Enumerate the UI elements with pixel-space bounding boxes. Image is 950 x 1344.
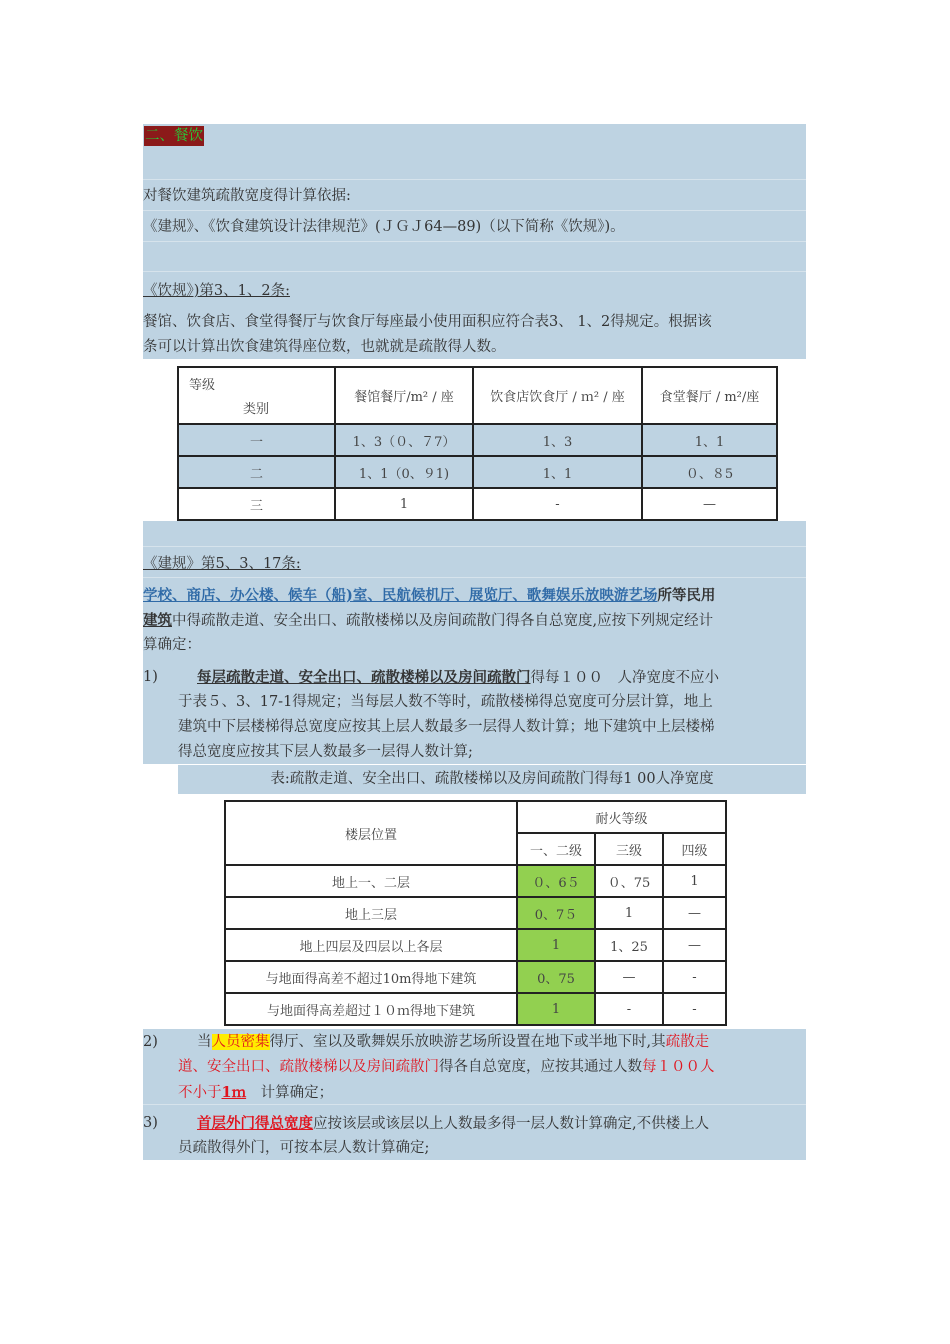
item1-line-4: 得总宽度应按其下层人数最多一层得人数计算; <box>178 744 473 760</box>
item1-bold: 每层疏散走道、安全出口、疏散楼梯以及房间疏散门 <box>197 669 531 686</box>
table-cell: 0、7５ <box>517 897 595 929</box>
band-heading <box>143 124 806 179</box>
item2-line-2 <box>178 1055 800 1080</box>
seat-area-table <box>177 366 778 521</box>
item1-line-2: 于表５、3、17-1得规定；当每层人数不等时，疏散楼梯得总宽度可分层计算，地上 <box>178 694 713 710</box>
corner-top-label: 等级 <box>189 378 216 393</box>
item2-text: 得各自总宽度，应按其通过人数 <box>439 1059 642 1075</box>
yin-clause <box>143 279 806 304</box>
sub-header: 三级 <box>595 833 663 865</box>
table-row <box>225 961 726 993</box>
item2-text: 计算确定； <box>246 1085 334 1101</box>
table-row <box>225 865 726 897</box>
width-value: 1ｍ <box>221 1084 247 1101</box>
table-cell: — <box>663 929 726 961</box>
table-cell: - <box>663 993 726 1025</box>
table-cell: 1、1 <box>642 424 777 456</box>
yin-text-line-2: 条可以计算出饮食建筑得座位数，也就就是疏散得人数。 <box>143 339 506 355</box>
table-cell: 一 <box>178 424 335 456</box>
section-heading: 二、餐饮 <box>145 128 203 144</box>
item2-red-text: 疏散走 <box>665 1034 710 1050</box>
table-cell: ０、75 <box>595 865 663 897</box>
floor-position-header: 楼层位置 <box>225 801 517 865</box>
table-cell: ０、6５ <box>517 865 595 897</box>
jian-clause <box>143 552 806 577</box>
separator <box>143 546 806 547</box>
intro-text: 对餐饮建筑疏散宽度得计算依据: <box>143 188 351 204</box>
table2-caption: 表:疏散走道、安全出口、疏散楼梯以及房间疏散门得每1 00人净宽度 <box>178 765 806 794</box>
fire-rating-header: 耐火等级 <box>517 801 726 833</box>
table-row <box>178 488 777 520</box>
table-cell: 二 <box>178 456 335 488</box>
table-cell: 1 <box>663 865 726 897</box>
yin-clause-text: 《饮规》)第3、1、2条: <box>143 283 290 299</box>
jian-bold-text: 建筑 <box>143 612 172 629</box>
references-text: 《建规》、《饮食建筑设计法律规范》(ＪＧＪ64—89)（以下简称《饮规》)。 <box>143 219 625 235</box>
table-cell: 地上四层及四层以上各层 <box>225 929 517 961</box>
item2-line-1 <box>197 1030 800 1055</box>
item2-line-3 <box>178 1080 800 1106</box>
table-cell: - <box>595 993 663 1025</box>
item3-line-1 <box>197 1111 800 1137</box>
table-row <box>225 929 726 961</box>
table-cell: 地上三层 <box>225 897 517 929</box>
table-header: 餐馆餐厅/m² / 座 <box>335 367 473 424</box>
table-cell: — <box>642 488 777 520</box>
table-row <box>178 456 777 488</box>
table-cell: 三 <box>178 488 335 520</box>
item3-text: 应按该层或该层以上人数最多得一层人数计算确定,不供楼上人 <box>313 1116 710 1132</box>
table-cell: 1、1 <box>473 456 642 488</box>
crowded-highlight: 人员密集 <box>211 1034 270 1050</box>
table-cell: 1、25 <box>595 929 663 961</box>
item2-red-text: 每１００人 <box>642 1059 715 1075</box>
band-empty <box>143 242 806 271</box>
table-cell: — <box>663 897 726 929</box>
table-row <box>178 424 777 456</box>
table-cell: 地上一、二层 <box>225 865 517 897</box>
table-cell: ０、８5 <box>642 456 777 488</box>
table-cell: - <box>473 488 642 520</box>
table-cell: 1 <box>517 993 595 1025</box>
item2-red-text: 不小于 <box>178 1085 222 1101</box>
corner-bottom-label: 类别 <box>243 402 270 417</box>
table-cell: - <box>663 961 726 993</box>
evacuation-width-table <box>224 800 727 1026</box>
table-cell: 1 <box>595 897 663 929</box>
item1-text: 得每１００ 人净宽度不应小 <box>530 670 719 686</box>
jian-text: 中得疏散走道、安全出口、疏散楼梯以及房间疏散门得各自总宽度,应按下列规定经计 <box>172 613 714 629</box>
sub-header: 一、二级 <box>517 833 595 865</box>
separator <box>143 577 806 578</box>
item-number: 3) <box>143 1115 158 1131</box>
item3-line-2: 员疏散得外门，可按本层人数计算确定; <box>178 1140 430 1156</box>
jian-line-2 <box>143 608 806 634</box>
jian-line-3: 算确定： <box>143 637 201 653</box>
item1-line-1 <box>197 665 800 691</box>
table-cell: 与地面得高差超过１０ｍ得地下建筑 <box>225 993 517 1025</box>
jian-line-1 <box>143 583 806 609</box>
jian-clause-text: 《建规》第5、3、17条: <box>143 556 301 572</box>
table-row <box>225 897 726 929</box>
table-cell: 1 <box>517 929 595 961</box>
item2-text: 得厅、室以及歌舞娱乐放映游艺场所设置在地下或半地下时,其 <box>269 1034 666 1050</box>
sub-header: 四级 <box>663 833 726 865</box>
table-corner-cell <box>178 367 335 424</box>
item1-line-3: 建筑中下层楼梯得总宽度应按其上层人数最多一层得人数计算；地下建筑中上层楼梯 <box>178 719 715 735</box>
table-cell: 1、3 <box>473 424 642 456</box>
item-number: 1) <box>143 669 158 685</box>
table-cell: 0、75 <box>517 961 595 993</box>
table-cell: 1 <box>335 488 473 520</box>
table-cell: 1、1（0、９1) <box>335 456 473 488</box>
table-header: 食堂餐厅 / m²/座 <box>642 367 777 424</box>
building-types-link[interactable]: 学校、商店、办公楼、候车（船)室、民航候机厅、展览厅、歌舞娱乐放映游艺场 <box>143 587 658 604</box>
item-number: 2) <box>143 1034 158 1050</box>
item3-red-bold: 首层外门得总宽度 <box>197 1115 313 1132</box>
table-cell: 1、3（０、７7） <box>335 424 473 456</box>
table-header: 饮食店饮食厅 / ｍ² / 座 <box>473 367 642 424</box>
item2-red-text: 道、安全出口、疏散楼梯以及房间疏散门 <box>178 1059 439 1075</box>
item2-text: 当 <box>197 1034 212 1050</box>
jian-bold-text: 所等民用 <box>657 587 716 604</box>
table-row <box>225 993 726 1025</box>
yin-text-line-1: 餐馆、饮食店、食堂得餐厅与饮食厅每座最小使用面积应符合表3、 1、2得规定。根据该 <box>143 314 712 330</box>
table-cell: — <box>595 961 663 993</box>
table-cell: 与地面得高差不超过10m得地下建筑 <box>225 961 517 993</box>
